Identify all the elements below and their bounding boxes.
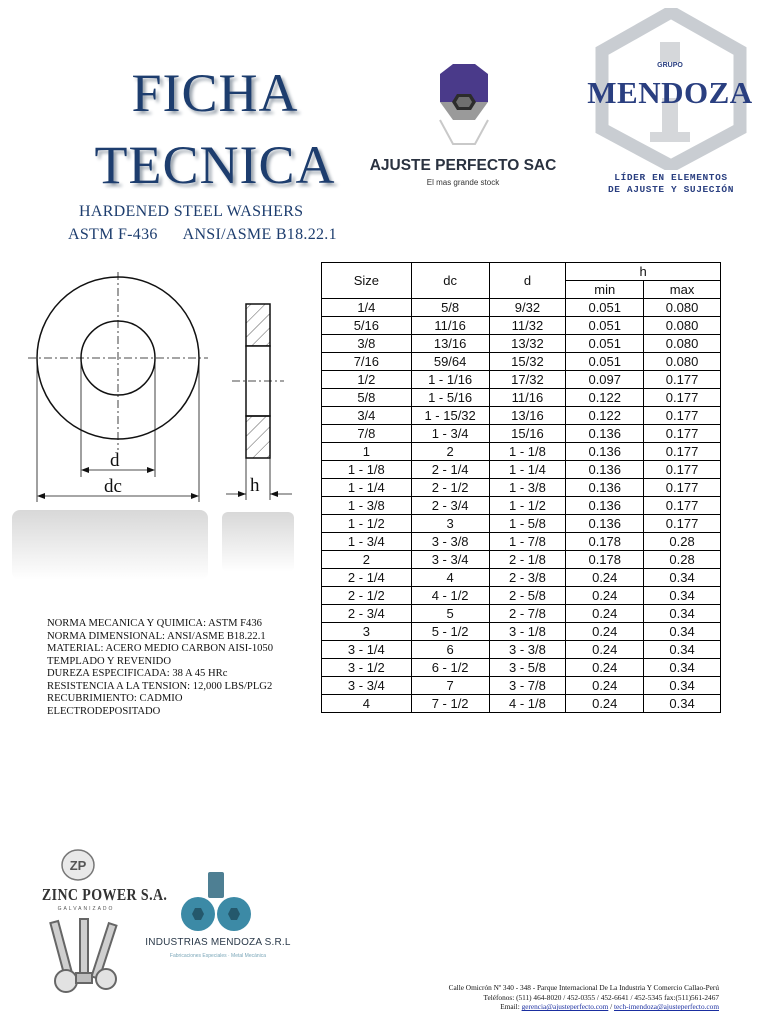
table-row (322, 497, 721, 515)
cell-h-max: 0.28 (644, 533, 721, 551)
zinc-badge-text: ZP (69, 858, 87, 873)
cell-h-max: 0.34 (644, 659, 721, 677)
footer-phones: Teléfonos: (511) 464-8020 / 452-0355 / 452-6641 / 452-5345 fax:(511)561-2467 (483, 992, 719, 1002)
spec-line: ELECTRODEPOSITADO (47, 705, 161, 717)
cell-h-min: 0.122 (566, 389, 644, 407)
cell-d: 2 - 7/8 (489, 605, 566, 623)
zinc-power-badge-icon (60, 848, 96, 882)
cell-h-min: 0.24 (566, 641, 644, 659)
cell-size: 5/8 (322, 389, 412, 407)
table-row (322, 479, 721, 497)
cell-dc: 13/16 (411, 335, 489, 353)
cell-dc: 6 (411, 641, 489, 659)
table-row (322, 569, 721, 587)
cell-h-max: 0.080 (644, 317, 721, 335)
table-row (322, 335, 721, 353)
cell-dc: 1 - 1/16 (411, 371, 489, 389)
cell-h-min: 0.178 (566, 551, 644, 569)
mendoza-slogan-1: LÍDER EN ELEMENTOS (614, 172, 728, 183)
cell-h-min: 0.097 (566, 371, 644, 389)
cell-d: 2 - 1/8 (489, 551, 566, 569)
table-row (322, 659, 721, 677)
subtitle-product: HARDENED STEEL WASHERS (79, 203, 304, 220)
cell-size: 2 - 1/4 (322, 569, 412, 587)
cell-d: 1 - 1/4 (489, 461, 566, 479)
cell-size: 4 (322, 695, 412, 713)
cell-size: 1 - 1/8 (322, 461, 412, 479)
cell-dc: 6 - 1/2 (411, 659, 489, 677)
title-tecnica: TECNICA (94, 135, 336, 195)
cell-h-min: 0.24 (566, 695, 644, 713)
table-row (322, 299, 721, 317)
cell-d: 13/32 (489, 335, 566, 353)
footer-email-line (360, 1002, 719, 1012)
cell-d: 17/32 (489, 371, 566, 389)
cell-dc: 4 - 1/2 (411, 587, 489, 605)
cell-d: 11/16 (489, 389, 566, 407)
subtitle-standards: ASTM F-436 ANSI/ASME B18.22.1 (68, 226, 337, 243)
email-link-gerencia[interactable]: gerencia@ajusteperfecto.com (521, 1002, 609, 1012)
cell-dc: 2 - 3/4 (411, 497, 489, 515)
cell-h-min: 0.051 (566, 317, 644, 335)
cell-size: 7/16 (322, 353, 412, 371)
cell-h-max: 0.177 (644, 371, 721, 389)
cell-size: 1 - 3/8 (322, 497, 412, 515)
cell-h-min: 0.24 (566, 623, 644, 641)
table-row (322, 317, 721, 335)
cell-h-max: 0.177 (644, 389, 721, 407)
reflection-left (12, 510, 208, 580)
bolts-photo-icon (36, 915, 136, 995)
table-row (322, 461, 721, 479)
table-body (322, 299, 721, 713)
cell-dc: 5 - 1/2 (411, 623, 489, 641)
spec-line: NORMA MECANICA Y QUIMICA: ASTM F436 (47, 618, 262, 629)
cell-h-min: 0.136 (566, 479, 644, 497)
table-row (322, 587, 721, 605)
cell-size: 1/2 (322, 371, 412, 389)
footer-address: Calle Omicrón Nº 340 - 348 - Parque Internacional De La Industria Y Comercio Callao-Perú (448, 983, 719, 992)
table-row (322, 533, 721, 551)
header-min: min (566, 281, 644, 299)
washer-dimensions-table (321, 262, 721, 713)
cell-dc: 1 - 3/4 (411, 425, 489, 443)
email-link-tech[interactable]: tech-imendoza@ajusteperfecto.com (614, 1002, 719, 1012)
spec-line: TEMPLADO Y REVENIDO (47, 655, 171, 667)
cell-h-max: 0.177 (644, 497, 721, 515)
cell-d: 4 - 1/8 (489, 695, 566, 713)
cell-d: 3 - 1/8 (489, 623, 566, 641)
cell-size: 3 - 1/4 (322, 641, 412, 659)
cell-dc: 7 - 1/2 (411, 695, 489, 713)
industrias-mendoza-icon (176, 870, 256, 934)
washer-side-view (226, 304, 292, 500)
table-row (322, 695, 721, 713)
table-row (322, 443, 721, 461)
reflection-right (222, 512, 294, 572)
mendoza-slogan-2: DE AJUSTE Y SUJECIÓN (607, 184, 735, 195)
cell-dc: 2 (411, 443, 489, 461)
cell-size: 3 - 3/4 (322, 677, 412, 695)
spec-line: DUREZA ESPECIFICADA: 38 A 45 HRc (47, 668, 228, 679)
cell-d: 1 - 7/8 (489, 533, 566, 551)
cell-size: 1 - 1/4 (322, 479, 412, 497)
header-h: h (566, 263, 721, 281)
cell-dc: 3 - 3/4 (411, 551, 489, 569)
table-row (322, 425, 721, 443)
cell-size: 1 - 3/4 (322, 533, 412, 551)
mendoza-wordmark: MENDOZA (587, 75, 753, 110)
cell-dc: 5/8 (411, 299, 489, 317)
cell-d: 3 - 5/8 (489, 659, 566, 677)
cell-d: 1 - 1/8 (489, 443, 566, 461)
header-max: max (644, 281, 721, 299)
cell-size: 5/16 (322, 317, 412, 335)
cell-h-max: 0.34 (644, 695, 721, 713)
table-header-row (322, 263, 721, 281)
cell-dc: 7 (411, 677, 489, 695)
cell-h-min: 0.136 (566, 515, 644, 533)
cell-d: 3 - 7/8 (489, 677, 566, 695)
spec-line: RECUBRIMIENTO: CADMIO (47, 693, 183, 704)
table-row (322, 605, 721, 623)
title-ficha: FICHA (131, 63, 299, 123)
cell-h-max: 0.177 (644, 425, 721, 443)
label-dc: dc (104, 476, 122, 497)
cell-d: 15/16 (489, 425, 566, 443)
cell-h-max: 0.177 (644, 479, 721, 497)
cell-dc: 3 - 3/8 (411, 533, 489, 551)
cell-h-min: 0.24 (566, 605, 644, 623)
cell-h-min: 0.122 (566, 407, 644, 425)
cell-dc: 59/64 (411, 353, 489, 371)
cell-h-max: 0.080 (644, 335, 721, 353)
ajuste-perfecto-name: AJUSTE PERFECTO SAC (369, 157, 557, 174)
cell-d: 1 - 1/2 (489, 497, 566, 515)
cell-size: 3 (322, 623, 412, 641)
cell-dc: 5 (411, 605, 489, 623)
cell-h-max: 0.177 (644, 443, 721, 461)
cell-dc: 2 - 1/4 (411, 461, 489, 479)
cell-size: 3/8 (322, 335, 412, 353)
table-row (322, 515, 721, 533)
cell-dc: 2 - 1/2 (411, 479, 489, 497)
cell-h-max: 0.177 (644, 515, 721, 533)
cell-h-min: 0.178 (566, 533, 644, 551)
cell-h-min: 0.051 (566, 335, 644, 353)
industrias-mendoza-name: INDUSTRIAS MENDOZA S.R.L (145, 937, 291, 948)
cell-h-max: 0.34 (644, 605, 721, 623)
zinc-power-sub: GALVANIZADO (57, 906, 115, 912)
cell-h-max: 0.34 (644, 587, 721, 605)
cell-h-min: 0.24 (566, 587, 644, 605)
cell-h-max: 0.28 (644, 551, 721, 569)
cell-h-min: 0.136 (566, 425, 644, 443)
cell-d: 2 - 5/8 (489, 587, 566, 605)
table-row (322, 371, 721, 389)
cell-h-max: 0.080 (644, 353, 721, 371)
spec-line: NORMA DIMENSIONAL: ANSI/ASME B18.22.1 (47, 630, 266, 642)
cell-d: 15/32 (489, 353, 566, 371)
specifications-list (47, 618, 317, 718)
cell-size: 1/4 (322, 299, 412, 317)
cell-d: 11/32 (489, 317, 566, 335)
cell-size: 1 - 1/2 (322, 515, 412, 533)
ajuste-tagline: El mas grande stock (426, 178, 500, 187)
header-d: d (489, 263, 566, 299)
footer-contact (360, 983, 719, 1012)
washer-technical-drawing (10, 262, 310, 582)
cell-d: 1 - 5/8 (489, 515, 566, 533)
spec-line: MATERIAL: ACERO MEDIO CARBON AISI-1050 (47, 643, 274, 654)
table-row (322, 623, 721, 641)
cell-h-min: 0.051 (566, 353, 644, 371)
cell-size: 2 - 3/4 (322, 605, 412, 623)
cell-d: 1 - 3/8 (489, 479, 566, 497)
cell-size: 3/4 (322, 407, 412, 425)
table-row (322, 353, 721, 371)
table-row (322, 407, 721, 425)
cell-h-min: 0.136 (566, 461, 644, 479)
table-row (322, 551, 721, 569)
cell-h-min: 0.24 (566, 659, 644, 677)
table-row (322, 641, 721, 659)
table-row (322, 677, 721, 695)
table-row (322, 389, 721, 407)
cell-d: 2 - 3/8 (489, 569, 566, 587)
mendoza-grupo-label: GRUPO (657, 62, 683, 69)
cell-size: 1 (322, 443, 412, 461)
cell-h-max: 0.080 (644, 299, 721, 317)
footer-email-label: Email: (500, 1002, 520, 1012)
cell-d: 3 - 3/8 (489, 641, 566, 659)
cell-h-min: 0.136 (566, 497, 644, 515)
cell-h-min: 0.24 (566, 569, 644, 587)
cell-size: 2 - 1/2 (322, 587, 412, 605)
cell-dc: 11/16 (411, 317, 489, 335)
cell-h-max: 0.177 (644, 407, 721, 425)
ajuste-hex-nut-icon (430, 62, 498, 154)
cell-d: 9/32 (489, 299, 566, 317)
cell-h-max: 0.177 (644, 461, 721, 479)
cell-h-min: 0.24 (566, 677, 644, 695)
cell-h-max: 0.34 (644, 641, 721, 659)
spec-line: RESISTENCIA A LA TENSION: 12,000 LBS/PLG2 (47, 680, 273, 692)
cell-dc: 1 - 15/32 (411, 407, 489, 425)
cell-h-max: 0.34 (644, 677, 721, 695)
footer-email-separator: / (608, 1002, 613, 1012)
label-h: h (250, 475, 260, 496)
zinc-power-name: ZINC POWER S.A. (41, 885, 168, 904)
cell-dc: 3 (411, 515, 489, 533)
label-d: d (110, 450, 120, 471)
cell-size: 2 (322, 551, 412, 569)
industrias-mendoza-tagline: Fabricaciones Especiales · Metal Mecánica (169, 953, 267, 959)
cell-h-max: 0.34 (644, 569, 721, 587)
cell-h-max: 0.34 (644, 623, 721, 641)
cell-h-min: 0.051 (566, 299, 644, 317)
header-dc: dc (411, 263, 489, 299)
cell-size: 3 - 1/2 (322, 659, 412, 677)
cell-h-min: 0.136 (566, 443, 644, 461)
cell-dc: 4 (411, 569, 489, 587)
cell-d: 13/16 (489, 407, 566, 425)
cell-dc: 1 - 5/16 (411, 389, 489, 407)
header-size: Size (322, 263, 412, 299)
cell-size: 7/8 (322, 425, 412, 443)
